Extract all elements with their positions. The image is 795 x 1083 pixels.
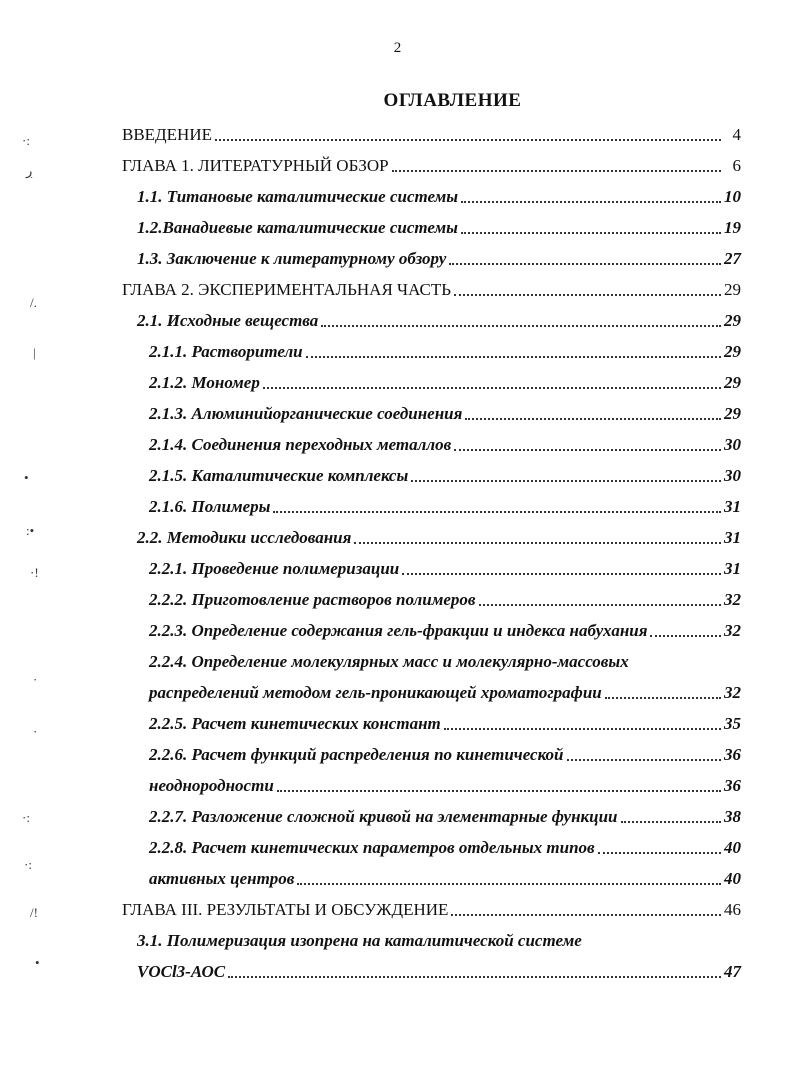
toc-entry-label: 2.2.8. Расчет кинетических параметров отдельных типов [149,838,595,857]
toc-entry [137,177,741,207]
toc-entry-label: ГЛАВА 1. ЛИТЕРАТУРНЫЙ ОБЗОР [122,156,389,175]
toc-entry [149,766,741,796]
dot-leader [451,913,721,916]
toc-entry-label: неоднородности [149,776,274,795]
toc-entry-page: 32 [724,590,741,609]
dot-leader [277,789,721,792]
dot-leader [461,231,721,234]
toc-entry [149,704,741,734]
toc-entry [149,332,741,362]
toc-entry-label: 2.2.4. Определение молекулярных масс и молекулярно-массовых [149,652,629,671]
toc-entry-label: 2.2.1. Проведение полимеризации [149,559,400,578]
toc-entry [149,394,741,424]
toc-entry-page: 35 [724,714,741,733]
toc-entry-label: 2.1.2. Мономер [149,373,260,392]
toc-entry [137,301,741,331]
toc-entry-label: распределений методом гель-проникающей хроматографии [149,683,602,702]
toc-entry-label: 1.2.Ванадиевые каталитические системы [137,218,458,237]
toc-entry-page: 46 [724,900,741,919]
dot-leader [605,696,721,699]
toc-entry [122,115,741,145]
toc-entry [137,952,741,982]
dot-leader [273,510,721,513]
toc-entry-label: 2.2.5. Расчет кинетических констант [149,714,441,733]
toc-entry [122,890,741,920]
dot-leader [650,634,721,637]
dot-leader [567,758,722,761]
toc-entry [122,146,741,176]
toc-entry-page: 29 [724,280,741,299]
dot-leader [444,727,721,730]
toc-entry-label: активных центров [149,869,295,888]
dot-leader [454,448,721,451]
toc-entry-page: 31 [724,497,741,516]
dot-leader [465,417,721,420]
dot-leader [321,324,721,327]
dot-leader [228,975,721,978]
toc-entry-page: 30 [724,435,741,454]
toc-entry [149,735,741,765]
toc-entry-page: 4 [732,125,741,144]
toc-entry [149,642,741,672]
toc-entry-page: 29 [724,342,741,361]
toc-entry-label: 2.2.2. Приготовление растворов полимеров [149,590,476,609]
toc-entry [149,456,741,486]
toc-entry-page: 19 [724,218,741,237]
toc-entry-label: VOCl3-АОС [137,962,226,981]
toc-entry [149,487,741,517]
toc-entry-page: 30 [724,466,741,485]
toc-title: ОГЛАВЛЕНИЕ [383,90,522,111]
dot-leader [297,882,721,885]
dot-leader [461,200,721,203]
toc-entry-label: 1.3. Заключение к литературному обзору [137,249,447,268]
toc-entry-label: 2.2.6. Расчет функций распределения по кинетической [149,745,564,764]
dot-leader [598,851,721,854]
toc-entry-page: 36 [724,776,741,795]
toc-entry-label: ГЛАВА III. РЕЗУЛЬТАТЫ И ОБСУЖДЕНИЕ [122,900,449,919]
toc-entry-page: 31 [724,528,741,547]
toc-entry-page: 29 [724,373,741,392]
toc-entry-label: 2.2.3. Определение содержания гель-фракции и индекса набухания [149,621,648,640]
dot-leader [449,262,721,265]
dot-leader [411,479,721,482]
toc-entry-page: 38 [724,807,741,826]
dot-leader [215,138,721,141]
dot-leader [621,820,721,823]
toc-entry-label: ВВЕДЕНИЕ [122,125,212,144]
page-number: 2 [393,40,402,56]
toc-entry-label: 2.1.4. Соединения переходных металлов [149,435,452,454]
toc-entry-page: 40 [724,869,741,888]
toc-entry-label: 2.2. Методики исследования [137,528,352,547]
toc-entry [137,239,741,269]
toc-entry-label: 2.1.5. Каталитические комплексы [149,466,409,485]
toc-entry [149,828,741,858]
toc-entry [149,580,741,610]
toc-entry [149,425,741,455]
toc-entry [149,673,741,703]
dot-leader [306,355,721,358]
toc-entry-page: 40 [724,838,741,857]
toc-entry-page: 29 [724,311,741,330]
toc-entry-label: 2.2.7. Разложение сложной кривой на элементарные функции [149,807,618,826]
dot-leader [479,603,722,606]
toc-entry-label: 2.1.6. Полимеры [149,497,271,516]
toc-entry-label: 2.1.1. Растворители [149,342,303,361]
toc-entry-label: 2.1.3. Алюминийорганические соединения [149,404,463,423]
dot-leader [263,386,721,389]
toc-entry [137,518,741,548]
toc-entry-page: 36 [724,745,741,764]
toc-entry-page: 47 [724,962,741,981]
toc-entry-label: ГЛАВА 2. ЭКСПЕРИМЕНТАЛЬНАЯ ЧАСТЬ [122,280,452,299]
toc-entry-page: 32 [724,683,741,702]
toc-entry [149,549,741,579]
dot-leader [354,541,721,544]
toc-entry [149,859,741,889]
toc-entry [149,797,741,827]
dot-leader [402,572,721,575]
toc-entry [137,921,741,951]
toc-entry-page: 6 [732,156,741,175]
toc-entry-page: 31 [724,559,741,578]
toc-entry [137,208,741,238]
dot-leader [392,169,721,172]
toc-entry-page: 27 [724,249,741,268]
toc-entry-label: 2.1. Исходные вещества [137,311,319,330]
toc-entry [149,611,741,641]
toc-entry-page: 10 [724,187,741,206]
dot-leader [454,293,721,296]
toc-entry [122,270,741,300]
toc-entry-label: 3.1. Полимеризация изопрена на каталитической системе [137,931,582,950]
toc-entry [149,363,741,393]
toc-entry-page: 32 [724,621,741,640]
toc-entry-page: 29 [724,404,741,423]
toc-entry-label: 1.1. Титановые каталитические системы [137,187,459,206]
